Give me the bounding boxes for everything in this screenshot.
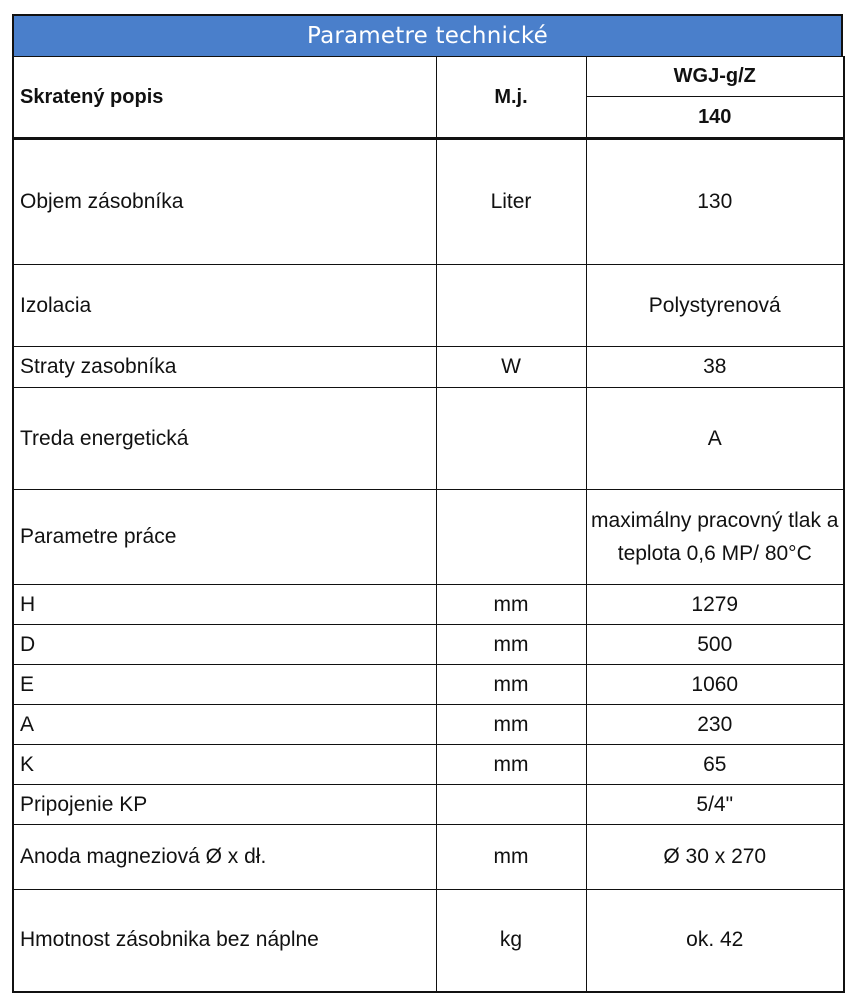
row-label: Treda energetická xyxy=(13,388,436,490)
header-unit: M.j. xyxy=(436,57,586,139)
header-model-size: 140 xyxy=(586,97,844,139)
row-label: E xyxy=(13,665,436,705)
row-value: 1060 xyxy=(586,665,844,705)
row-label: Hmotnost zásobnika bez náplne xyxy=(13,890,436,992)
row-unit xyxy=(436,265,586,347)
row-unit: W xyxy=(436,347,586,388)
technical-parameters-table xyxy=(12,14,843,993)
row-unit: mm xyxy=(436,625,586,665)
row-label: D xyxy=(13,625,436,665)
row-value: 130 xyxy=(586,139,844,265)
table-row xyxy=(13,347,844,388)
table-row xyxy=(13,705,844,745)
row-unit: mm xyxy=(436,745,586,785)
row-label: Objem zásobníka xyxy=(13,139,436,265)
header-description: Skratený popis xyxy=(13,57,436,139)
row-value: 65 xyxy=(586,745,844,785)
row-value: Ø 30 x 270 xyxy=(586,825,844,890)
row-label: Straty zasobníka xyxy=(13,347,436,388)
row-value: 5/4" xyxy=(586,785,844,825)
table-title: Parametre technické xyxy=(12,14,843,56)
row-unit: kg xyxy=(436,890,586,992)
table-row xyxy=(13,265,844,347)
row-label: Izolacia xyxy=(13,265,436,347)
row-value: Polystyrenová xyxy=(586,265,844,347)
row-label: Parametre práce xyxy=(13,490,436,585)
table-row xyxy=(13,785,844,825)
row-label: Anoda magneziová Ø x dł. xyxy=(13,825,436,890)
row-unit: mm xyxy=(436,825,586,890)
row-label: K xyxy=(13,745,436,785)
table-row xyxy=(13,139,844,265)
row-unit xyxy=(436,490,586,585)
table-row xyxy=(13,825,844,890)
row-label: Pripojenie KP xyxy=(13,785,436,825)
row-value: ok. 42 xyxy=(586,890,844,992)
parameters-table xyxy=(12,56,845,993)
row-value: 38 xyxy=(586,347,844,388)
table-row xyxy=(13,745,844,785)
row-value: maximálny pracovný tlak a teplota 0,6 MP/ 80°C xyxy=(586,490,844,585)
row-label: A xyxy=(13,705,436,745)
row-value: 230 xyxy=(586,705,844,745)
row-value: A xyxy=(586,388,844,490)
row-value: 500 xyxy=(586,625,844,665)
table-row xyxy=(13,388,844,490)
row-unit: mm xyxy=(436,665,586,705)
table-row xyxy=(13,890,844,992)
table-row xyxy=(13,585,844,625)
table-row xyxy=(13,665,844,705)
row-unit: Liter xyxy=(436,139,586,265)
row-unit: mm xyxy=(436,585,586,625)
table-row xyxy=(13,625,844,665)
row-unit: mm xyxy=(436,705,586,745)
row-value: 1279 xyxy=(586,585,844,625)
table-row xyxy=(13,490,844,585)
header-model: WGJ-g/Z xyxy=(586,57,844,97)
row-unit xyxy=(436,785,586,825)
row-unit xyxy=(436,388,586,490)
row-label: H xyxy=(13,585,436,625)
